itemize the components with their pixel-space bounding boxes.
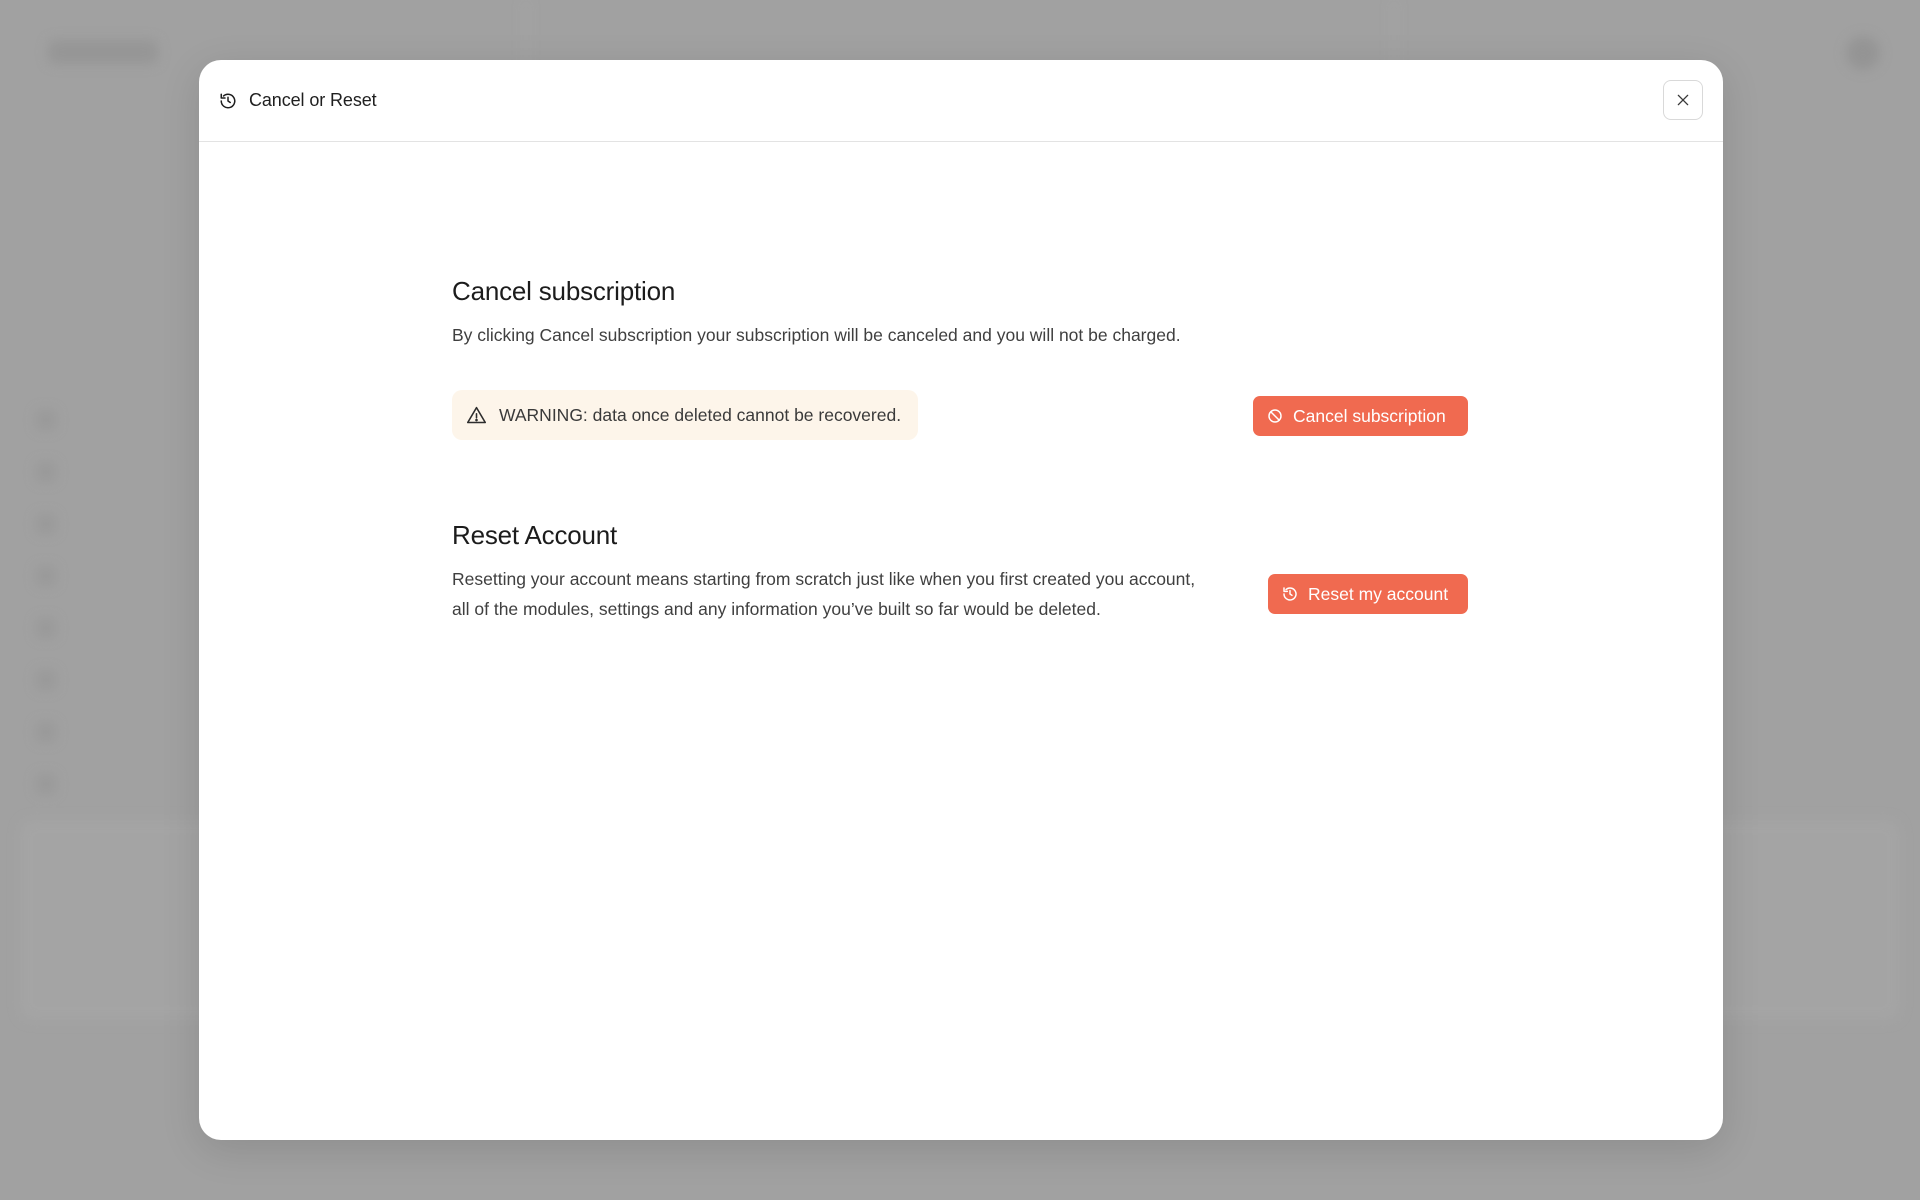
- user-avatar: [1846, 36, 1880, 70]
- cancel-subscription-description: By clicking Cancel subscription your subscription will be canceled and you will not be charged.: [452, 325, 1181, 345]
- modal-title: Cancel or Reset: [249, 90, 377, 110]
- history-icon: [1282, 586, 1298, 602]
- cancel-subscription-button[interactable]: [1253, 396, 1468, 436]
- sidebar-icon: [36, 462, 56, 482]
- sidebar-icon: [36, 618, 56, 638]
- app-logo: [48, 40, 158, 64]
- history-icon: [219, 92, 237, 110]
- reset-account-description-line: all of the modules, settings and any information you’ve built so far would be deleted.: [452, 599, 1101, 619]
- cancel-subscription-button-label: Cancel subscription: [1293, 405, 1446, 426]
- modal-header: [199, 60, 1723, 142]
- warning-triangle-icon: [466, 405, 487, 426]
- warning-text: WARNING: data once deleted cannot be recovered.: [499, 404, 902, 425]
- reset-account-description: [452, 564, 1232, 624]
- close-button[interactable]: [1663, 80, 1703, 120]
- sidebar-icon: [36, 670, 56, 690]
- sidebar-icon: [36, 514, 56, 534]
- sidebar-icon: [36, 410, 56, 430]
- sidebar-icon: [36, 774, 56, 794]
- reset-account-description-line: Resetting your account means starting from scratch just like when you first created you account,: [452, 569, 1196, 589]
- sidebar-icon: [36, 722, 56, 742]
- reset-my-account-button[interactable]: [1268, 574, 1468, 614]
- warning-banner: [452, 390, 918, 440]
- reset-account-heading: Reset Account: [452, 520, 618, 550]
- reset-my-account-button-label: Reset my account: [1308, 583, 1449, 604]
- sidebar-icon: [36, 566, 56, 586]
- ban-icon: [1267, 408, 1283, 424]
- cancel-reset-modal: [199, 60, 1723, 1140]
- close-icon: [1675, 92, 1691, 108]
- cancel-subscription-heading: Cancel subscription: [452, 276, 676, 306]
